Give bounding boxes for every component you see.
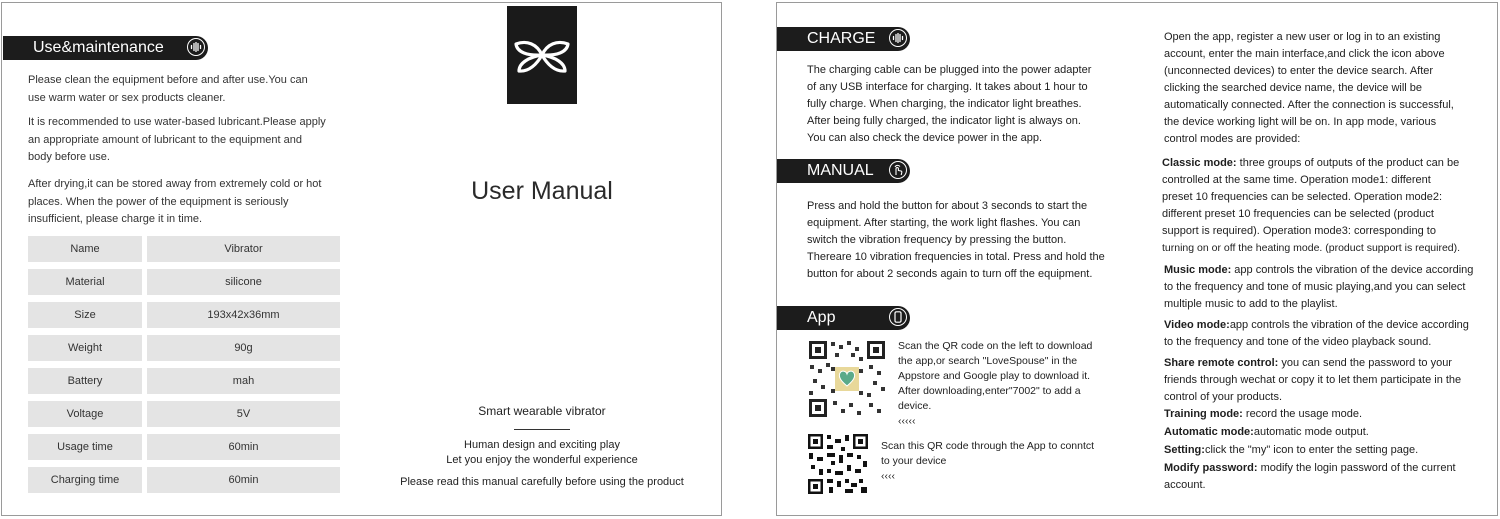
qr2-text bbox=[881, 439, 1094, 484]
qr1-line: the app,or search "LoveSpouse" in the bbox=[898, 355, 1078, 367]
spec-value: 193x42x36mm bbox=[147, 302, 340, 328]
spec-value: mah bbox=[147, 368, 340, 394]
app-header-label: App bbox=[807, 309, 836, 326]
hand-touch-icon bbox=[889, 161, 907, 179]
charge-line: You can also check the device power in the app. bbox=[807, 132, 1043, 144]
spec-label: Weight bbox=[28, 335, 142, 361]
cleaning-paragraph bbox=[28, 72, 308, 107]
use-maintenance-header bbox=[3, 36, 208, 60]
phone-icon bbox=[889, 308, 907, 326]
training-mode-label: Training mode: bbox=[1164, 408, 1243, 420]
spec-table bbox=[28, 236, 340, 493]
intro-line: automatically connected. After the connection is successful, bbox=[1164, 99, 1454, 111]
charge-line: The charging cable can be plugged into the power adapter bbox=[807, 64, 1092, 76]
manual-line: Thereare 10 vibration frequencies in total. Press and hold the bbox=[807, 251, 1105, 263]
video-mode-label: Video mode: bbox=[1164, 319, 1230, 331]
table-row bbox=[28, 236, 340, 262]
sound-wave-icon bbox=[889, 29, 907, 47]
manual-header-label: MANUAL bbox=[807, 162, 874, 179]
spec-label: Battery bbox=[28, 368, 142, 394]
manual-line: switch the vibration frequency by pressing the button. bbox=[807, 234, 1067, 246]
table-row bbox=[28, 302, 340, 328]
charge-text bbox=[807, 62, 1091, 147]
spec-label: Size bbox=[28, 302, 142, 328]
charge-header bbox=[777, 27, 910, 51]
spec-label: Material bbox=[28, 269, 142, 295]
classic-line: controlled at the same time. Operation mode1: different bbox=[1162, 174, 1431, 186]
manual-title: User Manual bbox=[471, 177, 613, 205]
butterfly-logo bbox=[507, 6, 577, 104]
spec-label: Charging time bbox=[28, 467, 142, 493]
classic-line: different preset 10 frequencies can be selected (product bbox=[1162, 208, 1434, 220]
use-maintenance-header-label: Use&maintenance bbox=[33, 39, 164, 56]
spec-value: 5V bbox=[147, 401, 340, 427]
spec-value: silicone bbox=[147, 269, 340, 295]
qr2-line: Scan this QR code through the App to conntct bbox=[881, 440, 1095, 452]
automatic-text: automatic mode output. bbox=[1253, 426, 1369, 438]
left-page bbox=[1, 2, 722, 516]
music-mode-label: Music mode: bbox=[1164, 264, 1232, 276]
charge-line: fully charge. When charging, the indicator light breathes. bbox=[807, 98, 1082, 110]
music-line: app controls the vibration of the device according bbox=[1231, 264, 1474, 276]
qr1-line: After downloading,enter"7002" to add a bbox=[898, 385, 1081, 397]
storage-line-1: After drying,it can be stored away from extremely cold or hot bbox=[28, 178, 322, 190]
manual-line: Press and hold the button for about 3 seconds to start the bbox=[807, 200, 1088, 212]
tagline-2: Let you enjoy the wonderful experience bbox=[446, 454, 638, 466]
automatic-mode-text bbox=[1164, 424, 1369, 441]
intro-line: control modes are provided: bbox=[1164, 133, 1301, 145]
setting-label: Setting: bbox=[1164, 444, 1205, 456]
tagline-1: Human design and exciting play bbox=[464, 439, 620, 451]
classic-mode-label: Classic mode: bbox=[1162, 157, 1237, 169]
intro-line: clicking the searched device name, the device will be bbox=[1164, 82, 1423, 94]
storage-paragraph bbox=[28, 176, 321, 229]
music-line: multiple music to add to the playlist. bbox=[1164, 298, 1338, 310]
manual-line: equipment. After starting, the work light flashes. You can bbox=[807, 217, 1081, 229]
music-line: to the frequency and tone of music playing,and you can select bbox=[1164, 281, 1466, 293]
divider bbox=[514, 429, 570, 430]
read-notice: Please read this manual carefully before using the product bbox=[400, 476, 684, 488]
password-line: modify the login password of the current bbox=[1257, 462, 1456, 474]
spec-value: 60min bbox=[147, 467, 340, 493]
share-control-text bbox=[1164, 355, 1461, 406]
storage-line-3: insufficient, please charge it in time. bbox=[28, 213, 203, 225]
modify-password-label: Modify password: bbox=[1164, 462, 1258, 474]
lubricant-line-1: It is recommended to use water-based lubricant.Please apply bbox=[28, 116, 326, 128]
qr1-line: device. bbox=[898, 400, 932, 412]
qr1-line: Scan the QR code on the left to download bbox=[898, 340, 1093, 352]
spec-value: 90g bbox=[147, 335, 340, 361]
classic-line: three groups of outputs of the product can be bbox=[1236, 157, 1460, 169]
sound-wave-icon bbox=[187, 38, 205, 56]
qr1-chevrons: ‹‹‹‹‹ bbox=[898, 415, 916, 427]
classic-line: support is required). Operation mode3: corresponding to bbox=[1162, 225, 1436, 237]
intro-line: the device working light will be on. In app mode, various bbox=[1164, 116, 1437, 128]
training-mode-text bbox=[1164, 406, 1362, 423]
share-line: friends through wechat or copy it to let them participate in the bbox=[1164, 374, 1462, 386]
lubricant-paragraph bbox=[28, 114, 326, 167]
music-mode-text bbox=[1164, 262, 1473, 313]
spec-value: 60min bbox=[147, 434, 340, 460]
video-line: app controls the vibration of the device according bbox=[1229, 319, 1469, 331]
manual-header bbox=[777, 159, 910, 183]
password-line: account. bbox=[1164, 479, 1206, 491]
spec-value: Vibrator bbox=[147, 236, 340, 262]
table-row bbox=[28, 467, 340, 493]
intro-line: Open the app, register a new user or log in to an existing bbox=[1164, 31, 1441, 43]
charge-header-label: CHARGE bbox=[807, 30, 876, 47]
classic-line: preset 10 frequencies can be selected. Operation mode2: bbox=[1162, 191, 1443, 203]
table-row bbox=[28, 434, 340, 460]
app-intro-text bbox=[1164, 29, 1454, 148]
charge-line: of any USB interface for charging. It takes about 1 hour to bbox=[807, 81, 1088, 93]
qr2-line: to your device bbox=[881, 455, 947, 467]
app-download-qr-code bbox=[807, 339, 887, 424]
training-text: record the usage mode. bbox=[1242, 408, 1363, 420]
app-header bbox=[777, 306, 910, 330]
table-row bbox=[28, 335, 340, 361]
cleaning-line-2: use warm water or sex products cleaner. bbox=[28, 91, 226, 104]
charge-line: After being fully charged, the indicator light is always on. bbox=[807, 115, 1081, 127]
manual-text bbox=[807, 198, 1105, 283]
spec-label: Name bbox=[28, 236, 142, 262]
qr1-line: Appstore and Google play to download it. bbox=[898, 370, 1091, 382]
setting-desc: click the "my" icon to enter the setting page. bbox=[1204, 444, 1419, 456]
intro-line: account, enter the main interface,and click the icon above bbox=[1164, 48, 1445, 60]
manual-line: button for about 2 seconds again to turn off the equipment. bbox=[807, 268, 1093, 280]
spec-label: Usage time bbox=[28, 434, 142, 460]
share-line: you can send the password to your bbox=[1278, 357, 1452, 369]
product-subtitle: Smart wearable vibrator bbox=[478, 404, 606, 418]
device-pairing-qr-code bbox=[807, 433, 869, 500]
classic-line: turning on or off the heating mode. (product support is required). bbox=[1162, 242, 1461, 254]
qr1-text bbox=[898, 339, 1092, 429]
table-row bbox=[28, 269, 340, 295]
video-mode-text bbox=[1164, 317, 1469, 351]
intro-line: (unconnected devices) to enter the device search. After bbox=[1164, 65, 1434, 77]
right-page bbox=[776, 2, 1498, 516]
spec-label: Voltage bbox=[28, 401, 142, 427]
table-row bbox=[28, 368, 340, 394]
automatic-mode-label: Automatic mode: bbox=[1164, 426, 1254, 438]
lubricant-line-3: body before use. bbox=[28, 151, 110, 163]
share-line: control of your products. bbox=[1164, 391, 1283, 403]
setting-text bbox=[1164, 442, 1418, 459]
cleaning-line-1: Please clean the equipment before and after use.You can bbox=[28, 74, 308, 86]
lubricant-line-2: an appropriate amount of lubricant to the equipment and bbox=[28, 133, 302, 146]
video-line: to the frequency and tone of the video playback sound. bbox=[1164, 336, 1432, 348]
table-row bbox=[28, 401, 340, 427]
classic-mode-text bbox=[1162, 155, 1460, 257]
share-control-label: Share remote control: bbox=[1164, 357, 1279, 369]
qr2-chevrons: ‹‹‹‹ bbox=[881, 470, 895, 482]
modify-password-text bbox=[1164, 460, 1456, 494]
storage-line-2: places. When the power of the equipment is seriously bbox=[28, 195, 289, 208]
